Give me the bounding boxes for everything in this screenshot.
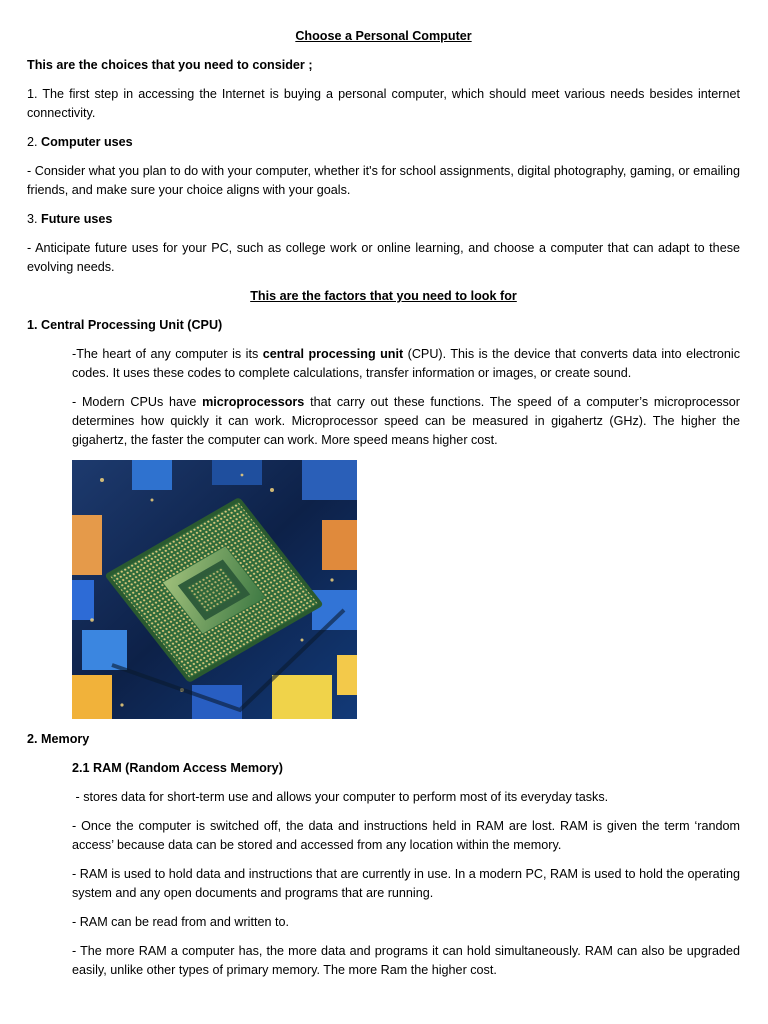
cpu-chip-image — [72, 460, 357, 719]
ram-paragraph-4: - RAM can be read from and written to. — [72, 915, 289, 929]
choice-item-2: - Consider what you plan to do with your computer, whether it's for school assignments, digital photography, gaming, or emailing friends, and make sure your choice aligns with your goals. — [27, 164, 740, 197]
cpu-paragraph-1 — [72, 345, 740, 383]
choice-item-1: 1. The first step in accessing the Internet is buying a personal computer, which should meet various needs besides internet connectivity. — [27, 87, 740, 120]
ram-paragraph-1: - stores data for short-term use and allows your computer to perform most of its everyday tasks. — [72, 790, 609, 804]
cpu-heading: 1. Central Processing Unit (CPU) — [27, 318, 223, 332]
cpu-p2-bold: microprocessors — [202, 395, 305, 409]
factors-heading — [27, 287, 740, 306]
cpu-p1-a: -The heart of any computer is its — [72, 347, 263, 361]
document-page — [27, 27, 740, 990]
choice-heading-3-number: 3. — [27, 212, 42, 226]
choice-heading-3 — [27, 210, 740, 229]
ram-paragraph-5: - The more RAM a computer has, the more data and programs it can hold simultaneously. RAM can also be upgraded easily, unlike other types of primary memory. The more Ram the higher cost. — [72, 944, 740, 977]
cpu-p2-c: that carry out these functions. The speed of a computer’s microprocessor determines how quickly it can work. Microprocessor speed can be measured in gigahertz (GHz). The higher the gigahertz, the faster the computer can work. More speed means higher cost. — [72, 395, 740, 447]
choice-heading-2-number: 2. — [27, 135, 42, 149]
factors-heading-text: This are the factors that you need to look for — [250, 289, 517, 303]
choice-heading-2-label: Computer uses — [41, 135, 133, 149]
cpu-paragraph-2 — [72, 393, 740, 450]
ram-paragraph-3: - RAM is used to hold data and instructions that are currently in use. In a modern PC, RAM is used to hold the operating system and any open documents and programs that are running. — [72, 867, 740, 900]
memory-heading: 2. Memory — [27, 732, 90, 746]
ram-paragraph-2: - Once the computer is switched off, the data and instructions held in RAM are lost. RAM is given the term ‘random access’ because data can be stored and accessed from any location within the memory. — [72, 819, 740, 852]
document-title — [27, 27, 740, 46]
choice-heading-3-label: Future uses — [41, 212, 113, 226]
cpu-p2-a: - Modern CPUs have — [72, 395, 203, 409]
ram-heading: 2.1 RAM (Random Access Memory) — [72, 761, 283, 775]
cpu-p1-bold: central processing unit — [262, 347, 404, 361]
choice-heading-2 — [27, 133, 740, 152]
choice-item-3: - Anticipate future uses for your PC, such as college work or online learning, and choose a computer that can adapt to these evolving needs. — [27, 241, 740, 274]
document-title-text: Choose a Personal Computer — [295, 29, 472, 43]
cpu-chip-illustration — [72, 460, 357, 719]
choices-heading: This are the choices that you need to consider ; — [27, 58, 313, 72]
cpu-p1-c: (CPU). This is the device that converts data into electronic codes. It uses these codes to complete calculations, transfer information or images, or create sound. — [72, 347, 741, 380]
